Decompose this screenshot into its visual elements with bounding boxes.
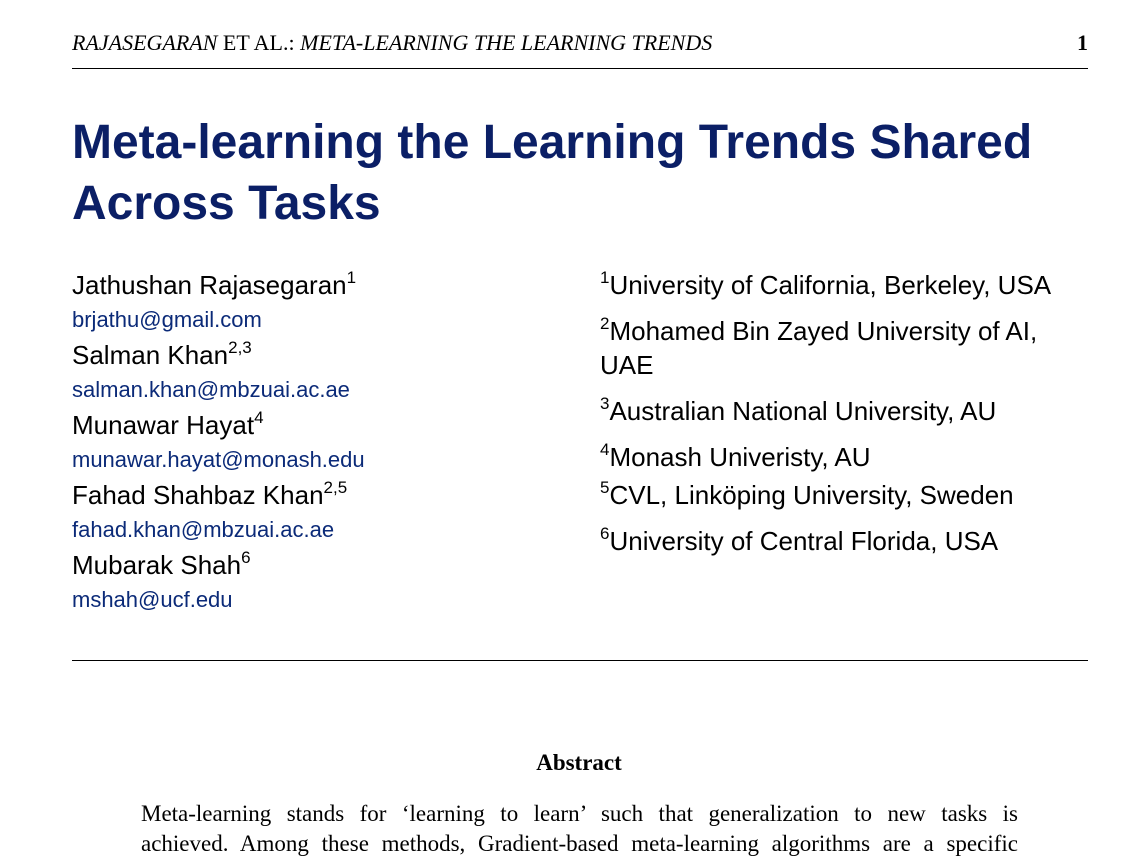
running-head-title (72, 28, 712, 58)
affiliation-item (600, 314, 1090, 382)
author-affil-marker: 1 (346, 268, 357, 287)
header-rule (72, 68, 1088, 69)
abstract-line: achieved. Among these methods, Gradient-based meta-learning algorithms are a specific (141, 831, 1018, 856)
author-affil-marker: 2,5 (323, 478, 348, 497)
author-name-text: Munawar Hayat (72, 410, 255, 440)
author-name (72, 268, 572, 302)
affiliation-marker: 5 (600, 478, 610, 497)
affiliation-item (600, 478, 1090, 512)
page-number: 1 (1077, 30, 1088, 55)
author-email-link[interactable]: brjathu@gmail.com (72, 307, 262, 332)
author-name-text: Mubarak Shah (72, 550, 242, 580)
abstract-body (141, 799, 1018, 859)
title-block-rule (72, 660, 1088, 661)
author-name (72, 338, 572, 372)
affiliation-item (600, 394, 1090, 428)
affiliation-name: University of California, Berkeley, USA (609, 270, 1052, 300)
affiliation-item (600, 524, 1090, 558)
author-name (72, 478, 572, 512)
abstract-heading: Abstract (536, 750, 622, 775)
author-list (72, 268, 572, 618)
affiliation-list (600, 268, 1090, 558)
author-name-text: Jathushan Rajasegaran (72, 270, 347, 300)
affiliation-name: University of Central Florida, USA (609, 526, 999, 556)
affiliation-marker: 6 (600, 524, 610, 543)
running-head-et-al: ET AL.: (217, 30, 301, 55)
paper-title: Meta-learning the Learning Trends Shared Across Tasks (72, 116, 1033, 230)
author-name (72, 408, 572, 442)
abstract-line: Meta-learning stands for ‘learning to learn’ such that generalization to new tasks is (141, 801, 1018, 826)
affiliation-marker: 3 (600, 394, 610, 413)
author-email-link[interactable]: fahad.khan@mbzuai.ac.ae (72, 517, 335, 542)
affiliation-item (600, 268, 1090, 302)
author-email-link[interactable]: mshah@ucf.edu (72, 587, 233, 612)
running-head (72, 28, 1088, 58)
author-affil-marker: 2,3 (228, 338, 252, 357)
affiliation-marker: 4 (600, 440, 610, 459)
running-head-short-title: META-LEARNING THE LEARNING TRENDS (300, 30, 713, 55)
author-name-text: Salman Khan (72, 340, 229, 370)
author-affil-marker: 6 (241, 548, 251, 567)
affiliation-marker: 2 (600, 314, 610, 333)
author-email-link[interactable]: munawar.hayat@monash.edu (72, 447, 365, 472)
running-head-author: RAJASEGARAN (72, 30, 218, 55)
author-email-link[interactable]: salman.khan@mbzuai.ac.ae (72, 377, 350, 402)
affiliation-name: Australian National University, AU (609, 396, 997, 426)
affiliation-name: Monash Univeristy, AU (609, 442, 871, 472)
author-affil-marker: 4 (254, 408, 264, 427)
affiliation-marker: 1 (600, 268, 610, 287)
affiliation-item (600, 440, 1090, 474)
affiliation-name: Mohamed Bin Zayed University of AI, UAE (600, 316, 1038, 380)
affiliation-name: CVL, Linköping University, Sweden (609, 480, 1014, 510)
author-name-text: Fahad Shahbaz Khan (72, 480, 324, 510)
author-name (72, 548, 572, 582)
